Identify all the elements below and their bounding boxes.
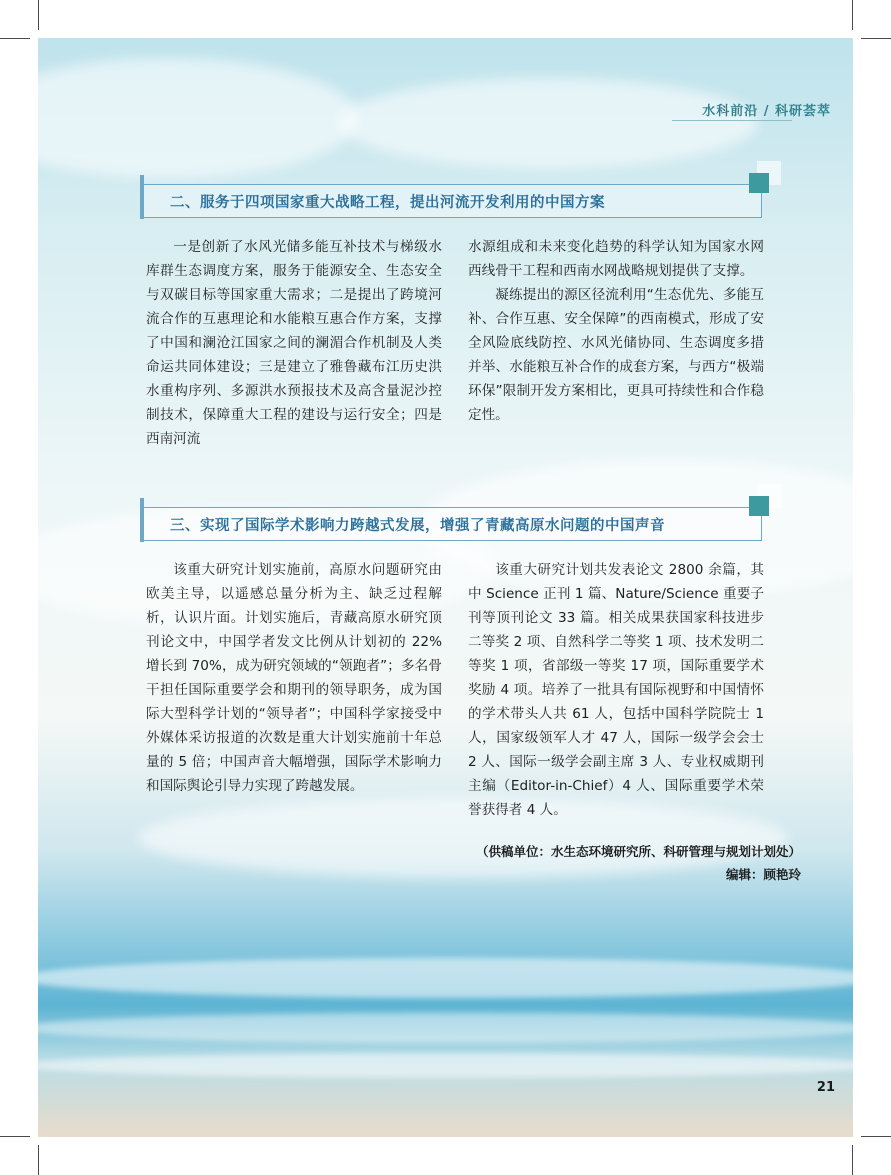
cloud-decoration [38, 58, 358, 178]
text-column-left [146, 235, 442, 451]
header-divider [672, 120, 792, 121]
crop-mark [0, 1136, 30, 1137]
paragraph: 水源组成和未来变化趋势的科学认知为国家水网西线骨干工程和西南水网战略规划提供了支撑。 [468, 239, 764, 279]
wave-decoration [38, 1053, 853, 1078]
heading-square [749, 496, 769, 516]
page-number: 21 [816, 1080, 835, 1095]
paragraph: 凝练提出的源区径流利用“生态优先、多能互补、合作互惠、安全保障”的西南模式，形成了安全风险底线防控、水风光储协同、生态调度多措并举、水能粮互补合作的成套方案，与西方“极端环保”限制开发方案相比，更具可持续性和合作稳定性。 [468, 287, 764, 423]
heading-square [749, 173, 769, 193]
crop-mark [38, 0, 39, 30]
crop-mark [861, 1136, 891, 1137]
heading-bar [140, 498, 144, 542]
heading-bar [140, 175, 144, 219]
text-column-left [146, 558, 442, 798]
paragraph: 该重大研究计划实施前，高原水问题研究由欧美主导，以遥感总量分析为主、缺乏过程解析，认识片面。计划实施后，青藏高原水研究顶刊论文中，中国学者发文比例从计划初的 22% 增长到 70%，成为研究领域的“领跑者”；多名骨干担任国际重要学会和期刊的领导职务，成为国际大型科学计划的“领导者”；中国科学家接受中外媒体采访报道的次数是重大计划实施前十年总量的 5 倍；中国声音大幅增强，国际学术影响力和国际舆论引导力实现了跨越发展。 [146, 562, 442, 794]
credit-block [476, 840, 801, 886]
crop-mark [38, 1145, 39, 1175]
wave-decoration [38, 1013, 853, 1043]
crop-mark [861, 38, 891, 39]
crop-mark [852, 0, 853, 30]
crop-mark [0, 38, 30, 39]
paragraph: 一是创新了水风光储多能互补技术与梯级水库群生态调度方案，服务于能源安全、生态安全与双碳目标等国家重大需求；二是提出了跨境河流合作的互惠理论和水能粮互惠合作方案，支撑了中国和澜沧江国家之间的澜湄合作机制及人类命运共同体建设；三是建立了雅鲁藏布江历史洪水重构序列、多源洪水预报技术及高含量泥沙控制技术，保障重大工程的建设与运行安全；四是西南河流 [146, 239, 442, 447]
section-header: 水科前沿 / 科研荟萃 [702, 104, 831, 119]
section-title: 三、实现了国际学术影响力跨越式发展，增强了青藏高原水问题的中国声音 [170, 518, 665, 534]
cloud-decoration [338, 78, 758, 168]
paragraph: 该重大研究计划共发表论文 2800 余篇，其中 Science 正刊 1 篇、Nature/Science 重要子刊等顶刊论文 33 篇。相关成果获国家科技进步二等奖 2 项、自然科学二等奖 1 项、技术发明二等奖 1 项，省部级一等奖 17 项，国际重要学术奖励 4 项。培养了一批具有国际视野和中国情怀的学术带头人共 61 人，包括中国科学院院士 1 人，国家级领军人才 47 人，国际一级学会会士 2 人、国际一级学会副主席 3 人、专业权威期刊主编（Editor-in-Chief）4 人、国际重要学术荣誉获得者 4 人。 [468, 562, 764, 818]
text-column-right [468, 558, 764, 822]
section-title: 二、服务于四项国家重大战略工程，提出河流开发利用的中国方案 [170, 195, 605, 211]
text-column-right [468, 235, 764, 427]
wave-decoration [38, 958, 853, 998]
contributor-line: （供稿单位：水生态环境研究所、科研管理与规划计划处） [475, 844, 801, 859]
crop-mark [852, 1145, 853, 1175]
section-heading-2 [140, 184, 762, 218]
editor-line: 编辑：顾艳玲 [725, 867, 801, 882]
section-heading-3 [140, 507, 762, 541]
